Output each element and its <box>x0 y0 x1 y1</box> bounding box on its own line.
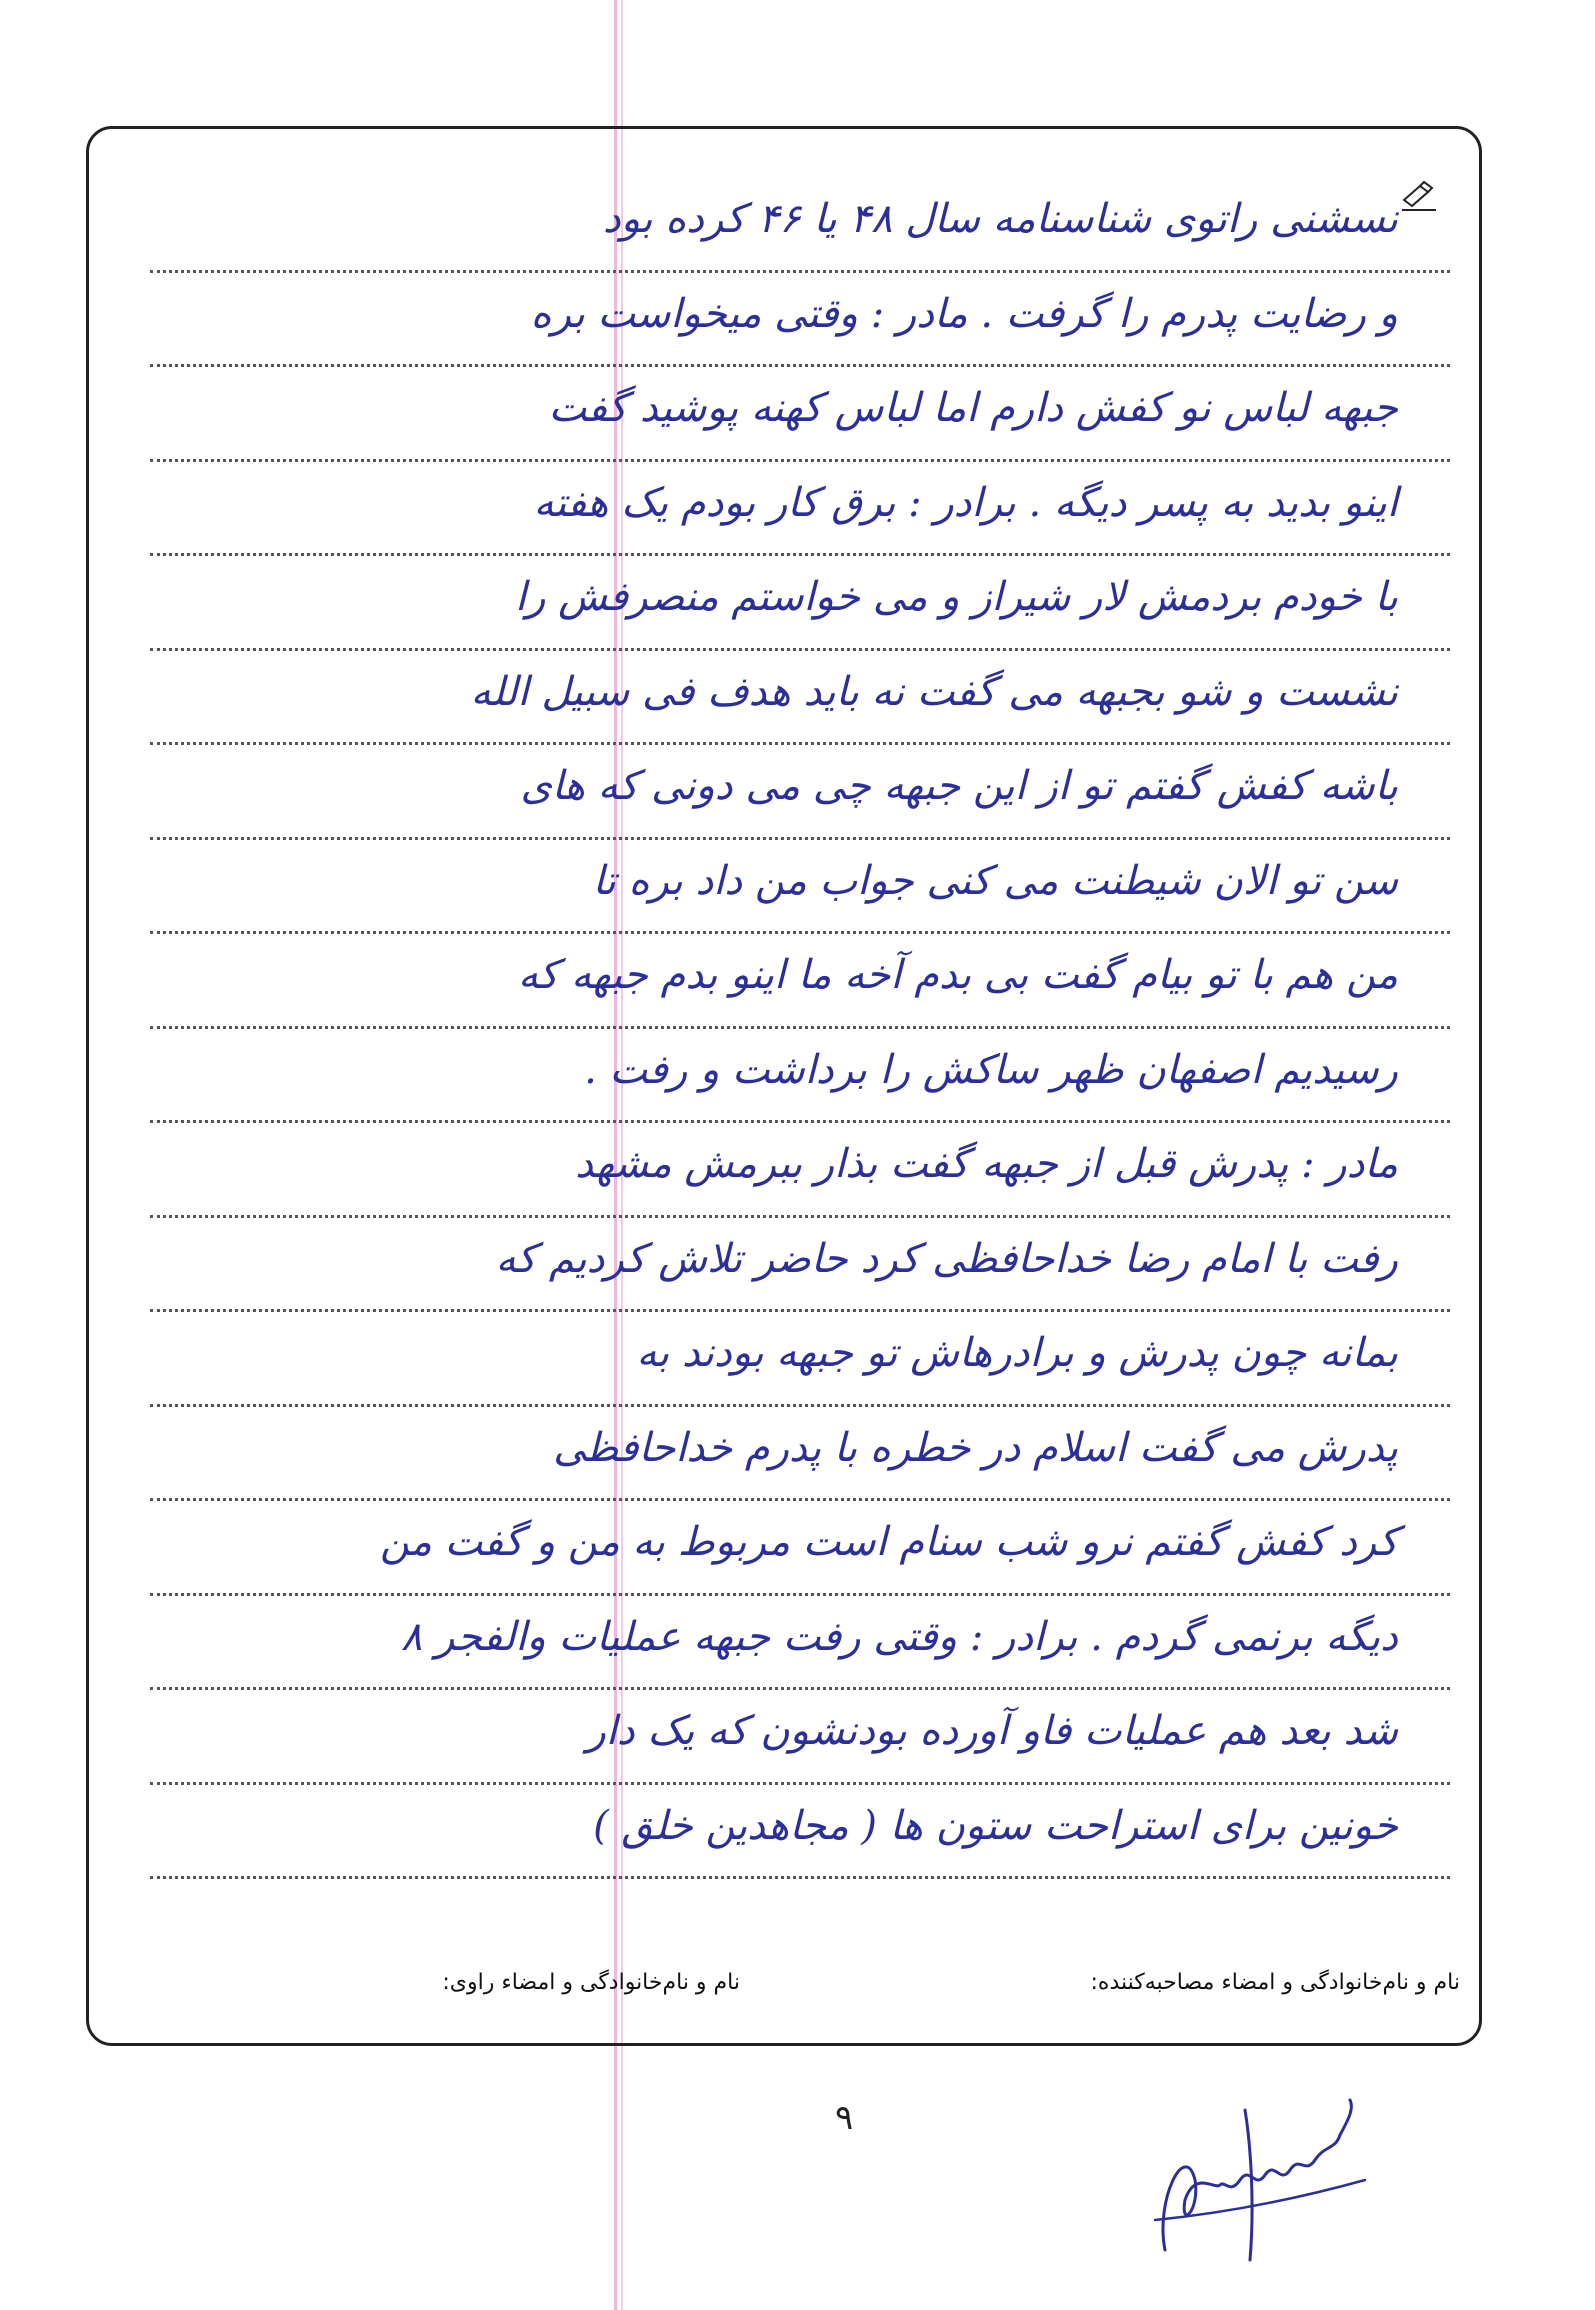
text-line: مادر : پدرش قبل از جبهه گفت بذار ببرمش مشهد <box>150 1123 1450 1218</box>
text-line: دیگه برنمی گردم . برادر : وقتی رفت جبهه عملیات والفجر ۸ <box>150 1596 1450 1691</box>
page-number: ۹ <box>835 2098 854 2138</box>
text-line: رسیدیم اصفهان ظهر ساکش را برداشت و رفت . <box>150 1029 1450 1124</box>
text-line: بمانه چون پدرش و برادرهاش تو جبهه بودند به <box>150 1312 1450 1407</box>
signature-icon <box>1125 2080 1385 2270</box>
interviewer-signature-label: نام و نام‌خانوادگی و امضاء مصاحبه‌کننده: <box>1090 1970 1460 1995</box>
narrator-signature-label: نام و نام‌خانوادگی و امضاء راوی: <box>442 1970 740 1995</box>
text-line: اینو بدید به پسر دیگه . برادر : برق کار بودم یک هفته <box>150 462 1450 557</box>
signature-footer <box>140 1970 1460 2020</box>
text-line: و رضایت پدرم را گرفت . مادر : وقتی میخواست بره <box>150 273 1450 368</box>
text-line: سن تو الان شیطنت می کنی جواب من داد بره تا <box>150 840 1450 935</box>
handwritten-body <box>150 178 1450 1879</box>
text-line: رفت با امام رضا خداحافظی کرد حاضر تلاش کردیم که <box>150 1218 1450 1313</box>
text-line: جبهه لباس نو کفش دارم اما لباس کهنه پوشید گفت <box>150 367 1450 462</box>
text-line: نشست و شو بجبهه می گفت نه باید هدف فی سبیل الله <box>150 651 1450 746</box>
text-line: کرد کفش گفتم نرو شب سنام است مربوط به من و گفت من <box>150 1501 1450 1596</box>
text-line: خونین برای استراحت ستون ها ( مجاهدین خلق ) <box>150 1785 1450 1880</box>
text-line: شد بعد هم عملیات فاو آورده بودنشون که یک دار <box>150 1690 1450 1785</box>
text-line: باشه کفش گفتم تو از این جبهه چی می دونی که های <box>150 745 1450 840</box>
text-line: با خودم بردمش لار شیراز و می خواستم منصرفش را <box>150 556 1450 651</box>
text-line: پدرش می گفت اسلام در خطره با پدرم خداحافظی <box>150 1407 1450 1502</box>
text-line: نسشنی راتوی شناسنامه سال ۴۸ یا ۴۶ کرده بود <box>150 178 1450 273</box>
text-line: من هم با تو بیام گفت بی بدم آخه ما اینو بدم جبهه که <box>150 934 1450 1029</box>
